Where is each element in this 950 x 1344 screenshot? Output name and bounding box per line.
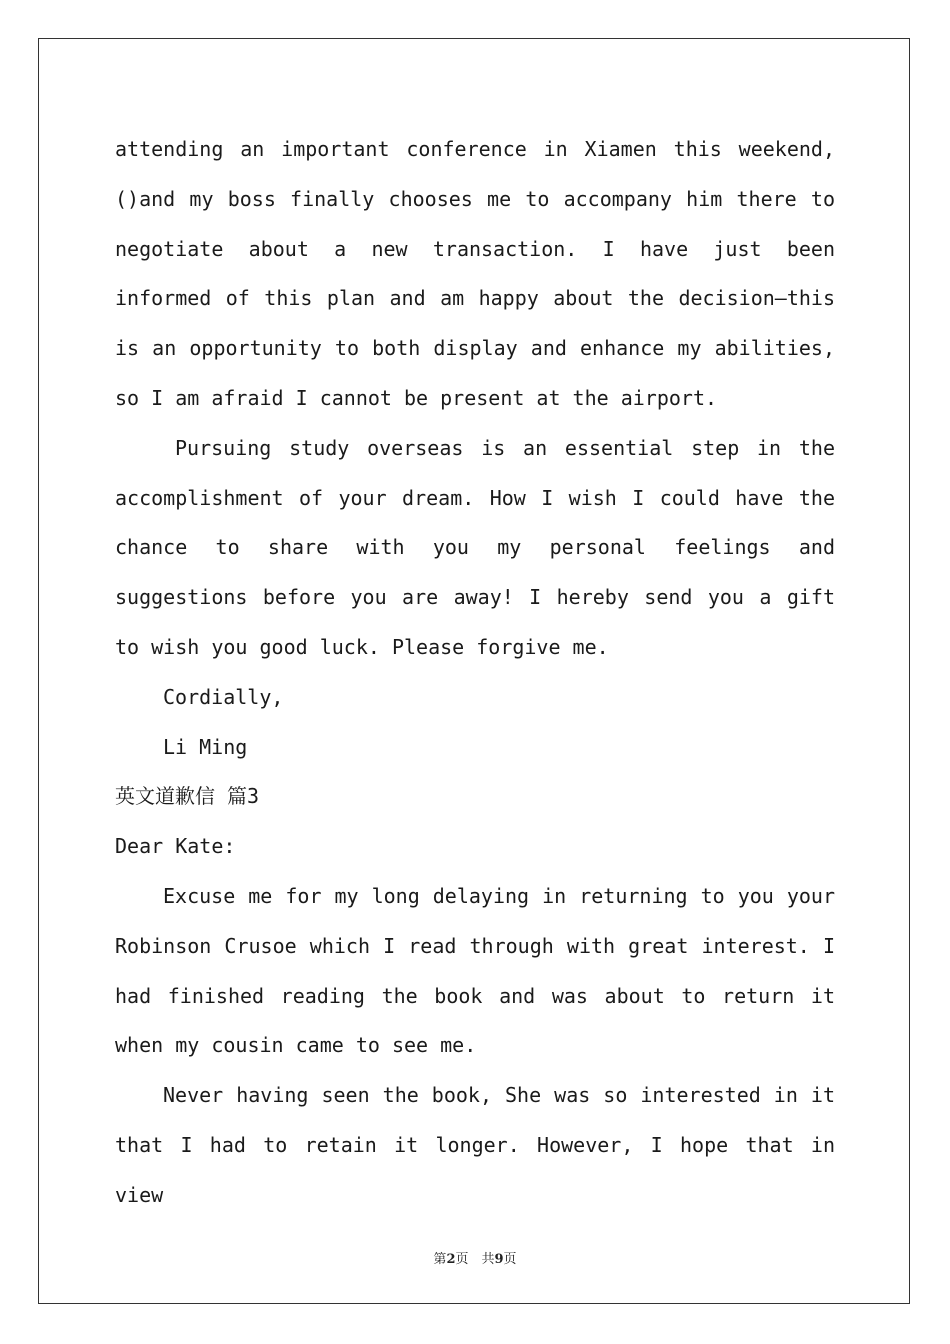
footer-prefix: 第 — [433, 1252, 447, 1267]
paragraph-2: Pursuing study overseas is an essential step in the accomplishment of your dream. How I wish I could have the chance to share with you my personal feelings and suggestions before you are away! I hereby send you a gift to wish you good luck. Please forgive me. — [115, 435, 835, 659]
signature: Li Ming — [163, 734, 248, 759]
page-footer — [0, 1248, 950, 1267]
paragraph-4: Never having seen the book, She was so interested in it that I had to retain it longer. However, I hope that in view — [115, 1083, 835, 1207]
section-heading: 英文道歉信 篇3 — [115, 784, 260, 809]
salutation: Dear Kate: — [115, 834, 236, 859]
footer-middle: 页 共 — [455, 1252, 495, 1267]
current-page-number: 2 — [446, 1252, 456, 1267]
footer-suffix: 页 — [503, 1252, 517, 1267]
total-pages-number: 9 — [494, 1252, 504, 1267]
paragraph-3: Excuse me for my long delaying in returning to you your Robinson Crusoe which I read through with great interest. I had finished reading the book and was about to return it when my cousin came to see me. — [115, 883, 835, 1058]
paragraph-1: attending an important conference in Xiamen this weekend, ()and my boss finally chooses me to accompany him there to negotiate about a new transaction. I have just been informed of this plan and am happy about the decision—this is an opportunity to both display and enhance my abilities, so I am afraid I cannot be present at the airport. — [115, 137, 835, 410]
closing: Cordially, — [163, 684, 284, 709]
document-body — [115, 125, 835, 1221]
